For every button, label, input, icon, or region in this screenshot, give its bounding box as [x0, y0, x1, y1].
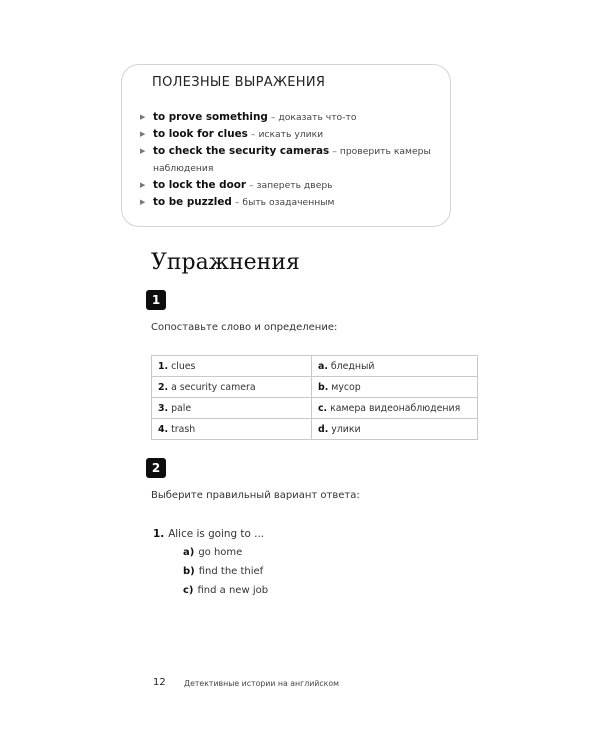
item-word: clues [171, 360, 196, 372]
table-row [152, 419, 478, 440]
item-letter: d. [318, 423, 329, 435]
table-row [152, 377, 478, 398]
book-title-footer: Детективные истории на английском [184, 679, 339, 688]
option-text: find the thief [198, 566, 264, 577]
table-cell-definition [312, 398, 478, 419]
question-text: Alice is going to ... [168, 528, 265, 540]
phrase-item [140, 177, 440, 194]
triangle-bullet-icon: ▶ [140, 181, 146, 189]
phrase-russian: доказать что-то [278, 112, 357, 123]
triangle-bullet-icon: ▶ [140, 147, 146, 155]
item-word: trash [171, 423, 196, 435]
page-number: 12 [153, 677, 166, 688]
item-letter: a. [318, 360, 328, 372]
table-cell-word [152, 398, 312, 419]
phrase-english: to check the security cameras [153, 145, 330, 157]
exercise-1-instruction: Сопоставьте слово и определение: [151, 322, 338, 333]
phrase-russian: запереть дверь [256, 180, 333, 191]
matching-table [151, 355, 478, 440]
table-row [152, 398, 478, 419]
item-definition: камера видеонаблюдения [330, 402, 461, 414]
phrase-russian: проверить камеры наблюдения [153, 146, 431, 174]
phrase-item [140, 143, 440, 177]
item-word: a security camera [171, 381, 256, 393]
phrase-item [140, 109, 440, 126]
option-letter: a) [183, 547, 195, 558]
phrase-dash: – [332, 146, 337, 157]
table-cell-word [152, 356, 312, 377]
item-definition: бледный [330, 360, 375, 372]
answer-option [183, 566, 263, 577]
phrase-dash: – [234, 197, 240, 208]
item-word: pale [171, 402, 192, 414]
exercise-2-instruction: Выберите правильный вариант ответа: [151, 490, 360, 501]
phrase-english: to lock the door [153, 179, 246, 191]
answer-option [183, 547, 242, 558]
phrase-dash: – [248, 180, 254, 191]
triangle-bullet-icon: ▶ [140, 198, 146, 206]
useful-phrases-box [121, 64, 451, 227]
item-definition: улики [331, 423, 361, 435]
option-text: go home [198, 547, 243, 558]
phrase-russian: искать улики [258, 129, 324, 140]
item-letter: b. [318, 381, 329, 393]
table-cell-definition [312, 356, 478, 377]
phrase-english: to prove something [153, 111, 268, 123]
question-number: 1. [153, 528, 165, 540]
answer-option [183, 585, 268, 596]
table-row [152, 356, 478, 377]
table-cell-definition [312, 419, 478, 440]
item-number: 4. [158, 423, 169, 435]
phrase-item [140, 126, 440, 143]
triangle-bullet-icon: ▶ [140, 130, 146, 138]
phrase-russian: быть озадаченным [242, 197, 335, 208]
item-number: 2. [158, 381, 169, 393]
phrase-dash: – [270, 112, 276, 123]
phrase-english: to be puzzled [153, 196, 232, 208]
exercise-1-badge: 1 [146, 290, 166, 310]
table-cell-definition [312, 377, 478, 398]
option-letter: c) [183, 585, 194, 596]
useful-phrases-title: ПОЛЕЗНЫЕ ВЫРАЖЕНИЯ [152, 75, 326, 90]
phrase-item [140, 194, 440, 211]
question [153, 528, 264, 540]
section-title: Упражнения [151, 250, 300, 275]
exercise-2-badge: 2 [146, 458, 166, 478]
phrase-dash: – [250, 129, 256, 140]
phrase-list [140, 109, 440, 211]
item-definition: мусор [331, 381, 361, 393]
table-cell-word [152, 377, 312, 398]
phrase-english: to look for clues [153, 128, 248, 140]
option-text: find a new job [197, 585, 269, 596]
item-number: 3. [158, 402, 169, 414]
option-letter: b) [183, 566, 195, 577]
table-cell-word [152, 419, 312, 440]
triangle-bullet-icon: ▶ [140, 113, 146, 121]
item-number: 1. [158, 360, 169, 372]
item-letter: c. [318, 402, 328, 414]
